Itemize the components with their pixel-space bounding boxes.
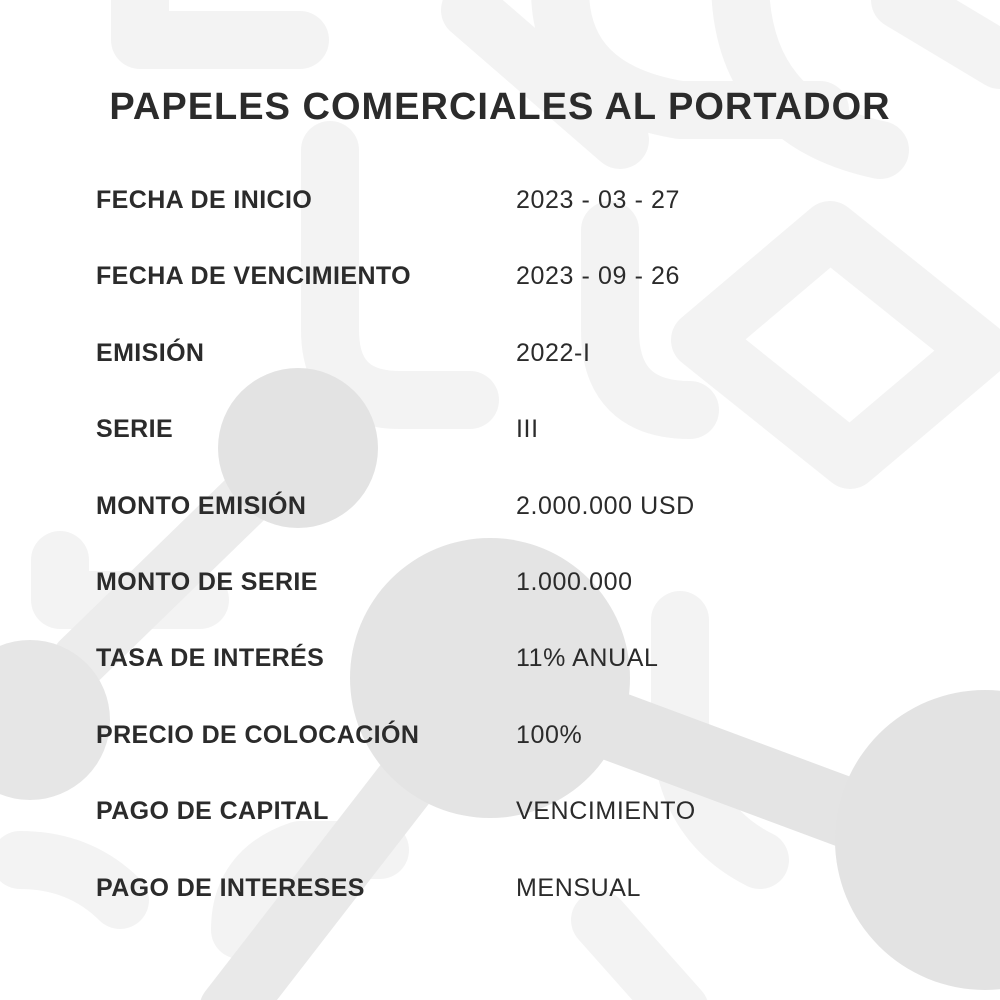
detail-row-fecha-inicio [96, 170, 936, 246]
detail-row-monto-emision [96, 476, 936, 552]
detail-label: MONTO EMISIÓN [96, 491, 307, 520]
detail-value: 1.000.000 [516, 567, 633, 596]
detail-label: SERIE [96, 415, 174, 444]
detail-label: FECHA DE VENCIMIENTO [96, 262, 411, 291]
page-title: PAPELES COMERCIALES AL PORTADOR [109, 86, 891, 128]
detail-label: TASA DE INTERÉS [96, 644, 325, 673]
detail-label: PRECIO DE COLOCACIÓN [96, 720, 420, 749]
detail-row-monto-serie [96, 552, 936, 628]
detail-row-tasa-interes [96, 628, 936, 704]
detail-label: MONTO DE SERIE [96, 567, 318, 596]
details-table [96, 170, 936, 934]
detail-row-pago-capital [96, 781, 936, 857]
detail-row-emision [96, 323, 936, 399]
detail-row-precio-colocacion [96, 705, 936, 781]
detail-row-fecha-vencimiento [96, 246, 936, 322]
detail-value: 2023 - 03 - 27 [516, 186, 681, 214]
detail-value: MENSUAL [516, 873, 642, 902]
detail-label: PAGO DE INTERESES [96, 873, 365, 902]
detail-value: 2023 - 09 - 26 [516, 262, 681, 291]
detail-value: 11% ANUAL [516, 644, 659, 673]
detail-value: III [516, 415, 539, 444]
detail-label: FECHA DE INICIO [96, 186, 313, 214]
detail-value: VENCIMIENTO [516, 797, 696, 826]
detail-value: 100% [516, 720, 583, 749]
detail-label: EMISIÓN [96, 338, 205, 367]
detail-value: 2022-I [516, 338, 591, 367]
detail-row-pago-intereses [96, 858, 936, 934]
detail-row-serie [96, 399, 936, 475]
detail-label: PAGO DE CAPITAL [96, 797, 329, 826]
detail-value: 2.000.000 USD [516, 491, 695, 520]
